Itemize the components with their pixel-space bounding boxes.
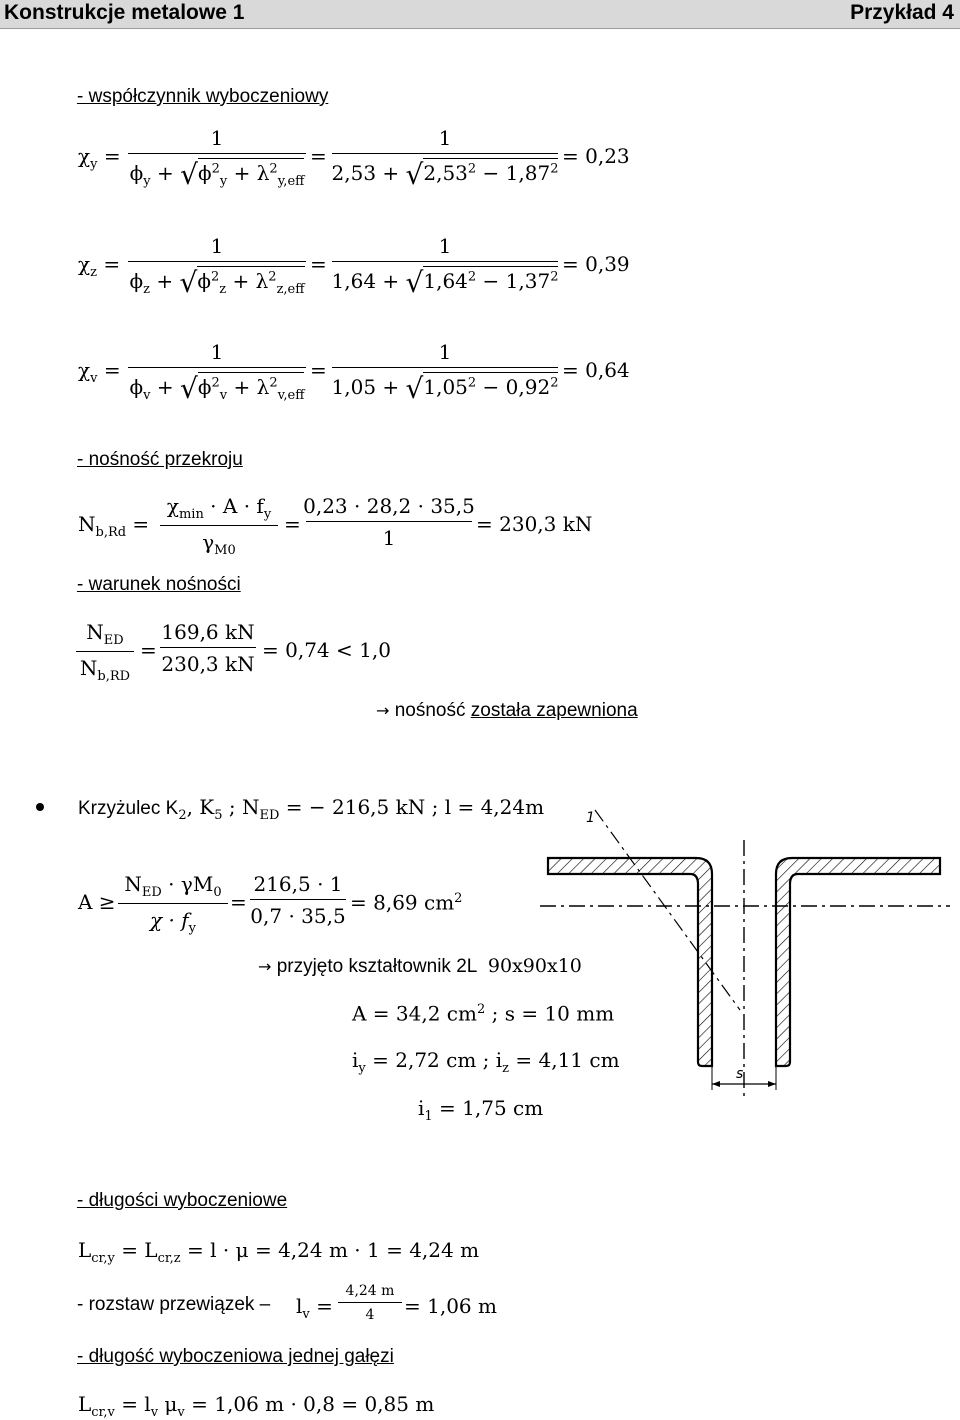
section-buckling-coeff: - współczynnik wyboczeniowy: [77, 86, 329, 107]
formula-lcr: $L_{cr,y} = L_{cr,z} = l \cdot \mu = 4,24$ m · 1 = 4,24 m: [78, 1238, 480, 1266]
nbrd-lhs: $N_{b,Rd}$ =: [78, 512, 150, 540]
chi-y-fraction: 1 $\phi_y + √\phi^2_y + \lambda^2_{y,eff}$: [129, 126, 305, 191]
formula-branch: $L_{cr,v} = l_v$ $\mu_v = 1,06$ m · 0,8 = 0,85 m: [78, 1392, 435, 1420]
area-result: = 8,69 $cm^2$: [350, 890, 463, 915]
nbrd-fraction: $\chi_{min} \cdot A \cdot f_y$ $\gamma_{M0}$: [160, 494, 278, 558]
page-header: [0, 0, 960, 29]
area-numeric: 216,5 · 1 0,7 · 35,5: [250, 872, 346, 928]
section-capacity: - nośność przekroju: [77, 449, 243, 470]
adopted-radius-1: $i_1 = 1,75$ cm: [418, 1096, 544, 1124]
chi-v-numeric: 1 $1,05 + √1,05^2 - 0,92^2$: [331, 340, 559, 405]
member-line: Krzyżulec $K_2$, $K_5$ ; $N_{ED}$ = − 216,5 kN ; l = 4,24m: [78, 795, 545, 823]
section-batten-spacing: - rozstaw przewiązek –: [77, 1294, 271, 1315]
spacing-fraction: 4,24 m 4: [338, 1283, 402, 1323]
adopted-profile: → przyjęto kształtownik 2L 90x90x10: [258, 955, 582, 977]
chi-v-lhs: $\chi_v$ =: [78, 358, 121, 386]
chi-v-result: = 0,64: [562, 358, 630, 382]
section-branch-length: - długość wyboczeniowa jednej gałęzi: [77, 1346, 394, 1367]
chi-y-result: = 0,23: [562, 144, 630, 168]
diagonal-axis: [595, 810, 740, 1010]
chi-z-numeric: 1 $1,64 + √1,64^2 - 1,37^2$: [331, 234, 559, 299]
chi-z-fraction: 1 $\phi_z + √\phi^2_z + \lambda^2_{z,eff}$: [129, 234, 305, 299]
check-conclusion: → nośność została zapewniona: [376, 700, 638, 721]
chi-z-lhs: $\chi_z$ =: [78, 252, 121, 280]
course-title: Konstrukcje metalowe 1: [4, 1, 245, 24]
left-angle: [548, 858, 712, 1066]
chi-y-numeric: 1 $2,53 + √2,53^2 - 1,87^2$: [331, 126, 559, 191]
check-fraction: $N_{ED}$ $N_{b,RD}$: [76, 620, 134, 684]
spacing-result: = 1,06 m: [404, 1294, 497, 1318]
bullet-icon: [36, 803, 44, 811]
arrow-icon: →: [376, 701, 390, 720]
chi-y-lhs: $\chi_y$ =: [78, 144, 121, 172]
area-fraction: $N_{ED} \cdot \gamma M_0$ $\chi \cdot f_y$: [118, 872, 228, 936]
nbrd-numeric: 0,23 · 28,2 · 35,5 1: [303, 494, 475, 550]
check-numeric: 169,6 kN 230,3 kN: [161, 620, 255, 676]
area-lhs: A ≥: [78, 890, 116, 914]
chi-v-fraction: 1 $\phi_v + √\phi^2_v + \lambda^2_{v,eff}$: [129, 340, 305, 405]
arrow-icon: →: [258, 957, 272, 976]
section-capacity-check: - warunek nośności: [77, 574, 241, 595]
spacing-lhs: $l_v$ =: [296, 1294, 333, 1322]
section-diagram: [540, 800, 950, 1100]
example-number: Przykład 4: [850, 1, 954, 24]
section-buckling-lengths: - długości wyboczeniowe: [77, 1190, 288, 1211]
axis-label: 1: [586, 810, 595, 826]
check-result: = 0,74 < 1,0: [262, 638, 391, 662]
chi-z-result: = 0,39: [562, 252, 630, 276]
nbrd-result: = 230,3 kN: [476, 512, 593, 536]
adopted-area: A = 34,2 $cm^2$ ; s = 10 mm: [352, 1001, 615, 1026]
adopted-radii: $i_y = 2,72$ cm ; $i_z = 4,11$ cm: [352, 1048, 620, 1076]
right-angle: [776, 858, 940, 1066]
dimension-s-label: s: [736, 1066, 744, 1082]
